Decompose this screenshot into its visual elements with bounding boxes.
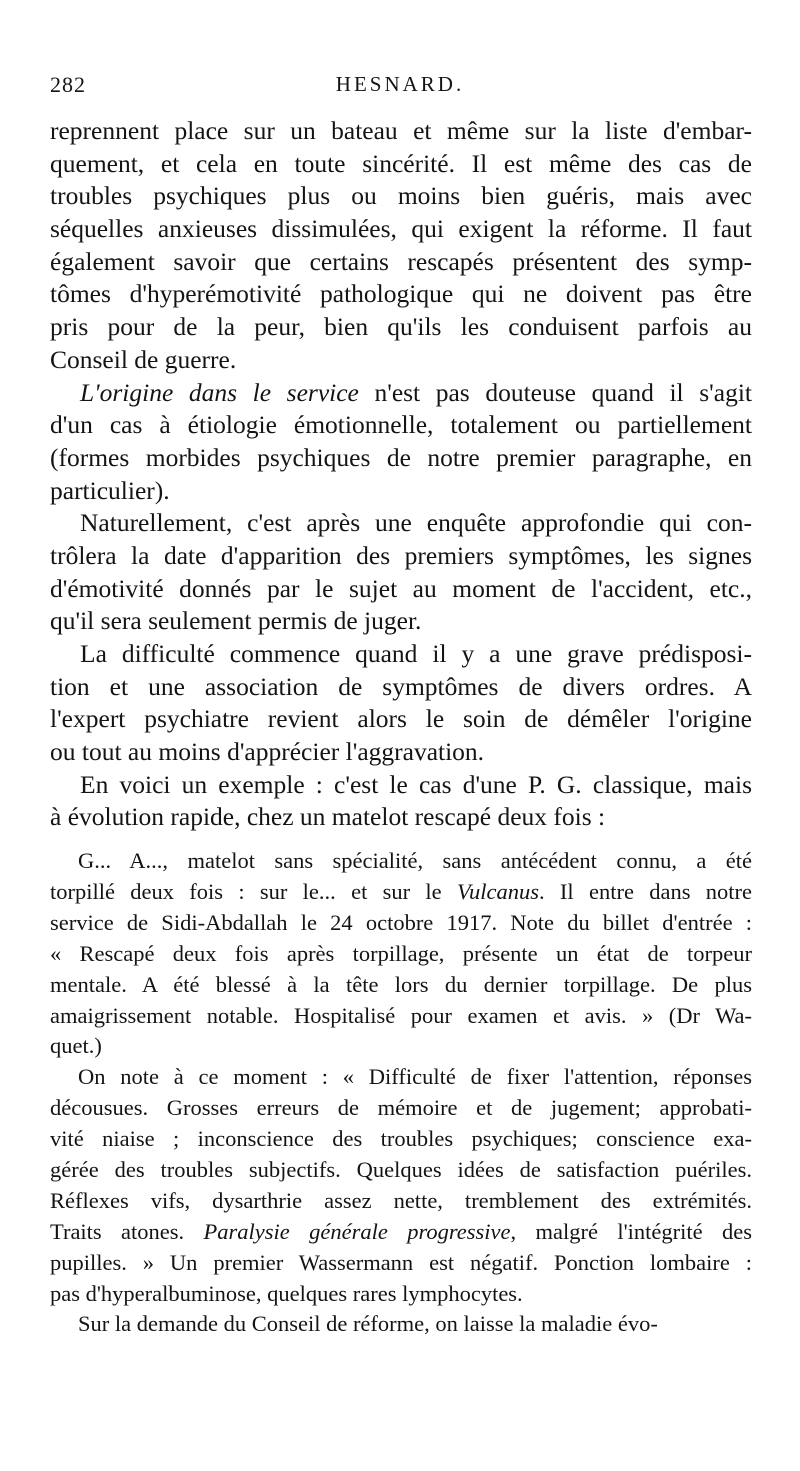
text-line: l'expert psychiatre revient alors le soin de démêler l'origine [50, 704, 752, 734]
page-header [50, 72, 750, 106]
text-line: G... A..., matelot sans spécialité, sans antécédent connu, a été [78, 848, 752, 874]
text-line: La difficulté commence quand il y a une grave prédisposi- [80, 639, 752, 668]
text-line: ou tout au moins d'apprécier l'aggravation. [50, 737, 485, 767]
section-gap [50, 834, 752, 846]
page-number: 282 [50, 72, 86, 97]
text-line: Réflexes vifs, dysarthrie assez nette, tremblement des extrémités. [50, 1187, 752, 1213]
text-line: également savoir que certains rescapés présentent des symp- [50, 246, 752, 276]
text-line: tion et une association de symptômes de divers ordres. A [50, 671, 752, 701]
paragraph [50, 638, 752, 769]
text-segment: n'est pas douteuse quand il s'agit [358, 377, 752, 407]
paragraph [50, 507, 752, 638]
text-line: On note à ce moment : « Difficulté de fixer l'attention, réponses [78, 1064, 752, 1090]
text-segment: torpillé deux fois : sur le... et sur le [50, 879, 457, 905]
paragraph [50, 769, 752, 834]
text-line: d'un cas à étiologie émotionnelle, totalement ou partiellement [50, 410, 752, 440]
text-line: quet.) [50, 1033, 102, 1059]
text-line: particulier). [50, 475, 170, 505]
case-paragraph [50, 846, 752, 1062]
text-line: trôlera la date d'apparition des premiers symptômes, les signes [50, 540, 752, 570]
text-line: troubles psychiques plus ou moins bien guéris, mais avec [50, 181, 752, 211]
text-segment: , malgré l'intégrité des [510, 1218, 752, 1244]
text-line: (formes morbides psychiques de notre premier paragraphe, en [50, 442, 752, 472]
text-line: gérée des troubles subjectifs. Quelques idées de satisfaction puériles. [50, 1157, 752, 1183]
text-line: d'émotivité donnés par le sujet au moment de l'accident, etc., [50, 573, 752, 603]
text-line [50, 1217, 752, 1248]
text-segment: Traits atones. [50, 1218, 204, 1244]
body-text [50, 115, 752, 1340]
text-line: pupilles. » Un premier Wassermann est négatif. Ponction lombaire : [50, 1249, 752, 1275]
text-line: Naturellement, c'est après une enquête approfondie qui con- [80, 508, 752, 538]
italic-text: Paralysie générale progressive [203, 1218, 511, 1244]
text-line: Conseil de guerre. [50, 344, 237, 374]
text-line: tômes d'hyperémotivité pathologique qui ne doivent pas être [50, 279, 752, 309]
main-paragraphs [50, 115, 752, 834]
text-segment: . Il entre dans notre [539, 879, 752, 905]
text-line: vité niaise ; inconscience des troubles psychiques; conscience exa- [50, 1126, 752, 1152]
text-line: qu'il sera seulement permis de juger. [50, 606, 422, 636]
text-line: En voici un exemple : c'est le cas d'une P. G. classique, mais [80, 769, 752, 799]
text-line: pas d'hyperalbuminose, quelques rares lymphocytes. [50, 1280, 523, 1306]
text-line: service de Sidi-Abdallah le 24 octobre 1917. Note du billet d'entrée : [50, 909, 752, 935]
paragraph [50, 115, 752, 377]
text-line: quement, et cela en toute sincérité. Il est même des cas de [50, 148, 752, 178]
text-line: décousues. Grosses erreurs de mémoire et de jugement; approbati- [50, 1095, 752, 1121]
text-line: à évolution rapide, chez un matelot rescapé deux fois : [50, 802, 606, 832]
text-line: reprennent place sur un bateau et même sur la liste d'embar- [50, 116, 752, 145]
case-report [50, 846, 752, 1340]
italic-text: L'origine dans le service [80, 377, 359, 407]
text-line: Sur la demande du Conseil de réforme, on laisse la maladie évo- [78, 1311, 658, 1337]
case-paragraph [50, 1309, 752, 1340]
paragraph [50, 377, 752, 508]
text-line: amaigrissement notable. Hospitalisé pour examen et avis. » (Dr Wa- [50, 1002, 752, 1028]
italic-text: Vulcanus [456, 879, 540, 905]
text-line [50, 877, 752, 908]
text-line: pris pour de la peur, bien qu'ils les conduisent parfois au [50, 312, 752, 342]
case-paragraph [50, 1062, 752, 1309]
text-line [50, 377, 752, 410]
text-line: mentale. A été blessé à la tête lors du dernier torpillage. De plus [50, 971, 752, 997]
text-line: « Rescapé deux fois après torpillage, présente un état de torpeur [50, 940, 752, 966]
text-line: séquelles anxieuses dissimulées, qui exigent la réforme. Il faut [50, 214, 752, 244]
running-title: HESNARD. [335, 72, 465, 96]
